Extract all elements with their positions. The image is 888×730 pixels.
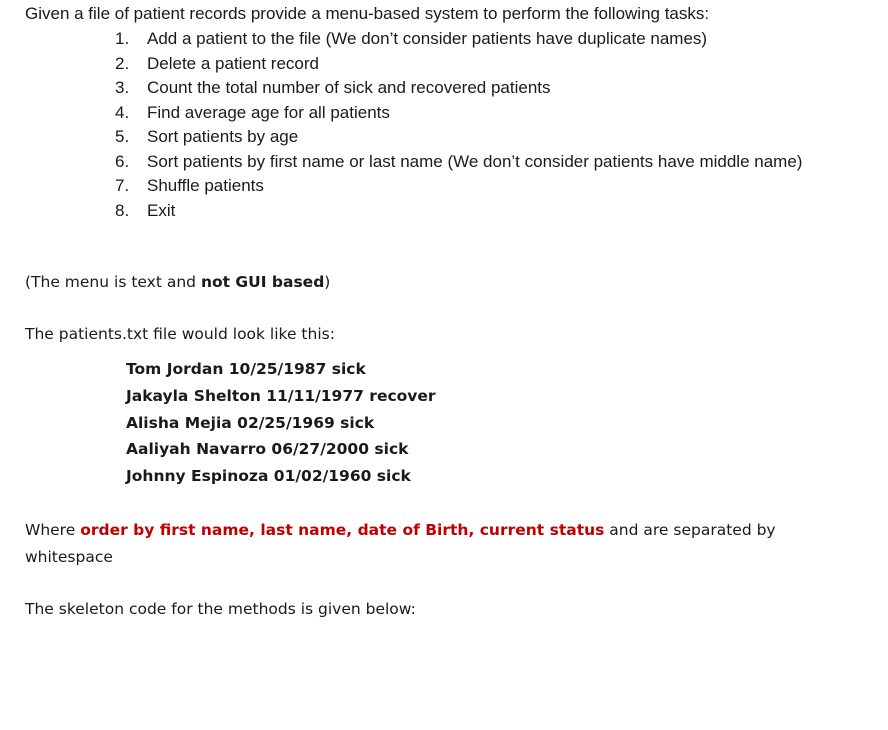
record-line: Johnny Espinoza 01/02/1960 sick [126, 467, 411, 486]
record-line: Tom Jordan 10/25/1987 sick [126, 360, 366, 378]
task-text: Exit [147, 200, 176, 220]
task-item [115, 101, 835, 126]
task-item [115, 52, 835, 77]
record-line: Aaliyah Navarro 06/27/2000 sick [126, 440, 409, 459]
task-list [115, 27, 835, 223]
task-item [115, 27, 835, 52]
task-number: 6. [115, 151, 130, 171]
task-number: 3. [115, 78, 130, 97]
task-text: Find average age for all patients [147, 102, 390, 122]
file-intro: The patients.txt file would look like this: [25, 325, 335, 343]
format-description [25, 517, 825, 571]
task-item [115, 150, 835, 175]
record-line: Alisha Mejia 02/25/1969 sick [126, 413, 375, 432]
menu-note-bold: not GUI based [200, 273, 325, 291]
task-item [115, 76, 835, 101]
format-description-highlight: order by first name, last name, date of Birth, current status [80, 521, 605, 539]
task-text: Add a patient to the file (We don’t consider patients have duplicate names) [147, 29, 708, 48]
task-text: Count the total number of sick and recovered patients [147, 78, 551, 97]
task-number: 7. [115, 176, 130, 195]
task-number: 8. [115, 200, 130, 220]
task-number: 5. [115, 127, 130, 146]
menu-note-after: ) [324, 273, 331, 291]
task-number: 4. [115, 102, 130, 122]
record-line: Jakayla Shelton 11/11/1977 recover [126, 386, 436, 405]
format-description-before: Where [25, 521, 81, 539]
menu-note-before: (The menu is text and [25, 273, 201, 291]
task-number: 1. [115, 29, 130, 48]
skeleton-note: The skeleton code for the methods is given below: [25, 600, 416, 618]
task-item [115, 174, 835, 199]
task-number: 2. [115, 53, 130, 73]
format-description-after: and are separated by whitespace [25, 521, 776, 566]
task-text: Shuffle patients [147, 176, 264, 195]
intro-paragraph: Given a file of patient records provide a menu-based system to perform the following tasks: [25, 4, 710, 23]
task-item [115, 199, 835, 224]
menu-note [25, 270, 330, 294]
task-text: Sort patients by first name or last name (We don’t consider patients have middle name) [147, 151, 803, 171]
task-item [115, 125, 835, 150]
task-text: Sort patients by age [147, 127, 299, 146]
record-list [126, 356, 436, 490]
task-text: Delete a patient record [147, 53, 319, 73]
